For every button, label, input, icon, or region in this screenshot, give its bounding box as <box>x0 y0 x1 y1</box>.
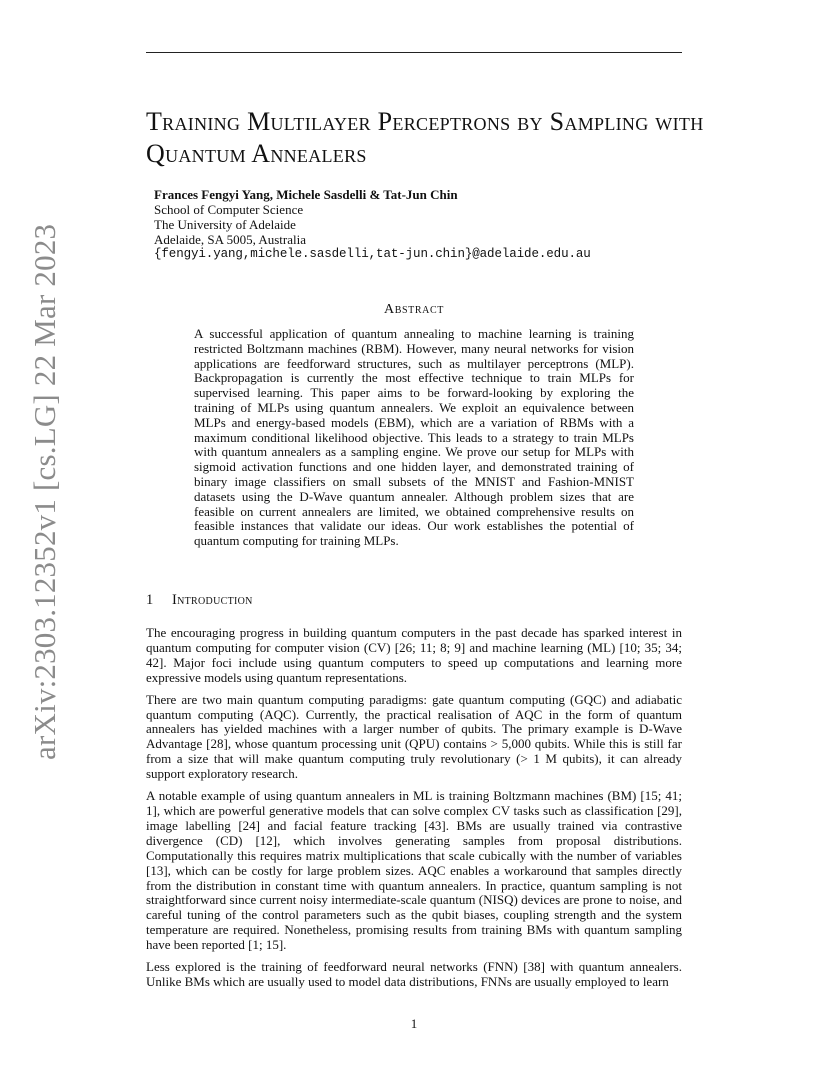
top-rule <box>146 52 682 53</box>
author-university: The University of Adelaide <box>154 217 296 232</box>
author-block <box>154 187 694 262</box>
body-paragraph: A notable example of using quantum annealers in ML is training Boltzmann machines (BM) [15; 41; 1], which are powerful generative models that can solve complex CV tasks such as classification [29], image labelling [24] and facial feature tracking [43]. BMs are usually trained via contrastive divergence (CD) [12], which involves generating samples from proposal distributions. Computationally this requires matrix multiplications that scale cubically with the number of variables [13], which can be costly for large problem sizes. AQC enables a workaround that samples directly from the distribution in constant time with quantum annealers. In practice, quantum sampling is not straightforward since current noisy intermediate-scale quantum (NISQ) devices are prone to noise, and careful tuning of the control parameters such as the qubit biases, coupling strength and the system temperature are required. Nonetheless, promising results from training BMs with quantum sampling have been reported [1; 15]. <box>146 788 682 953</box>
body-text <box>146 626 682 997</box>
section-heading <box>146 592 546 609</box>
body-paragraph: The encouraging progress in building quantum computers in the past decade has sparked interest in quantum computing for computer vision (CV) [26; 11; 8; 9] and machine learning (ML) [10; 35; 34; 42]. Major foci include using quantum computers to speed up computations and learning more expressive models using quantum representations. <box>146 625 682 685</box>
section-number: 1 <box>146 592 154 608</box>
author-names: Frances Fengyi Yang, Michele Sasdelli & Tat-Jun Chin <box>154 187 458 202</box>
abstract-heading: Abstract <box>384 302 444 317</box>
author-school: School of Computer Science <box>154 202 304 217</box>
page-number: 1 <box>410 1016 418 1031</box>
author-email: {fengyi.yang,michele.sasdelli,tat-jun.chin}@adelaide.edu.au <box>154 247 591 261</box>
author-address: Adelaide, SA 5005, Australia <box>154 232 307 247</box>
abstract-text: A successful application of quantum annealing to machine learning is training restricted Boltzmann machines (RBM). However, many neural networks for vision applications are feedforward structures, such as multilayer perceptrons (MLP). Backpropagation is currently the most effective technique to train MLPs for supervised learning. This paper aims to be forward-looking by exploring the training of MLPs using quantum annealers. We exploit an equivalence between MLPs and energy-based models (EBM), which are a variation of RBMs with a maximum conditional likelihood objective. This leads to a strategy to train MLPs with quantum annealers as a sampling engine. We prove our setup for MLPs with sigmoid activation functions and one hidden layer, and demonstrated training of binary image classifiers on small subsets of the MNIST and Fashion-MNIST datasets using the D-Wave quantum annealer. Although problem sizes that are feasible on current annealers are limited, we obtained comprehensive results on feasible instances that validate our ideas. Our work establishes the potential of quantum computing for training MLPs. <box>194 326 634 549</box>
body-paragraph: Less explored is the training of feedforward neural networks (FNN) [38] with quantum annealers. Unlike BMs which are usually used to model data distributions, FNNs are usually employed to learn <box>146 959 682 989</box>
section-title: Introduction <box>172 592 253 608</box>
arxiv-identifier: arXiv:2303.12352v1 [cs.LG] 22 Mar 2023 <box>27 223 62 760</box>
paper-title: Training Multilayer Perceptrons by Sampling with Quantum Annealers <box>146 107 704 168</box>
body-paragraph: There are two main quantum computing paradigms: gate quantum computing (GQC) and adiabatic quantum computing (AQC). Currently, the practical realisation of AQC in the form of quantum annealers has yielded machines with a larger number of qubits. The primary example is D-Wave Advantage [28], whose quantum processing unit (QPU) contains > 5,000 qubits. While this is still far from a size that will make quantum computing truly revolutionary (> 1 M qubits), it can already support exploratory research. <box>146 691 682 782</box>
